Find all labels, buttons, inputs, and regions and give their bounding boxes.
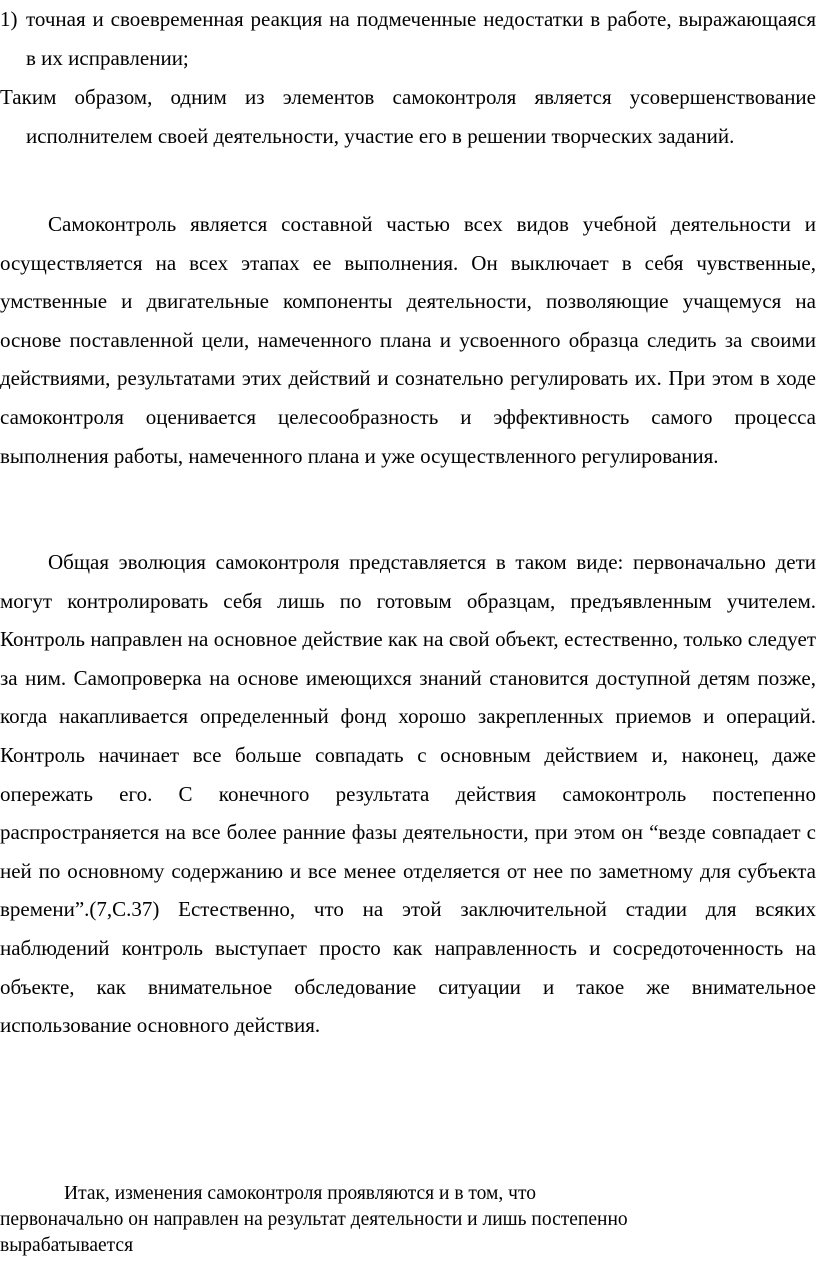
numbered-list-item: [0, 0, 816, 77]
paragraph-final: [0, 1181, 816, 1259]
paragraph-self-control-evolution: Общая эволюция самоконтроля представляется в таком виде: первоначально дети могут контролировать себя лишь по готовым образцам, предъявленным учителем. Контроль направлен на основное действие как на свой объект, естественно, только следует за ним. Самопроверка на основе имеющихся знаний становится доступной детям позже, когда накапливается определенный фонд хорошо закрепленных приемов и операций. Контроль начинает все больше совпадать с основным действием и, наконец, даже опережать его. С конечного результата действия самоконтроль постепенно распространяется на все более ранние фазы деятельности, при этом он “везде совпадает с ней по основному содержанию и все менее отделяется от нее по заметному для субъекта времени”.(7,С.37) Естественно, что на этой заключительной стадии для всяких наблюдений контроль выступает просто как направленность и сосредоточенность на объекте, как внимательное обследование ситуации и такое же внимательное использование основного действия.: [0, 550, 816, 1038]
final-line-2: первоначально он направлен на результат деятельности и лишь постепенно: [0, 1209, 628, 1230]
paragraph-conclusion: Таким образом, одним из элементов самоконтроля является усовершенствование исполнителем своей деятельности, участие его в решении творческих заданий.: [0, 85, 816, 148]
final-line-3: вырабатывается: [0, 1235, 134, 1256]
list-item-text: точная и своевременная реакция на подмеченные недостатки в работе, выражающаяся в их исправлении;: [26, 7, 816, 70]
paragraph-self-control-definition: Самоконтроль является составной частью всех видов учебной деятельности и осуществляется на всех этапах ее выполнения. Он выключает в себя чувственные, умственные и двигательные компоненты деятельности, позволяющие учащемуся на основе поставленной цели, намеченного плана и усвоенного образца следить за своими действиями, результатами этих действий и сознательно регулировать их. При этом в ходе самоконтроля оценивается целесообразность и эффективность самого процесса выполнения работы, намеченного плана и уже осуществленного регулирования.: [0, 212, 816, 468]
list-number: 1): [0, 7, 18, 31]
final-line-1: Итак, изменения самоконтроля проявляются и в том, что: [64, 1183, 536, 1204]
